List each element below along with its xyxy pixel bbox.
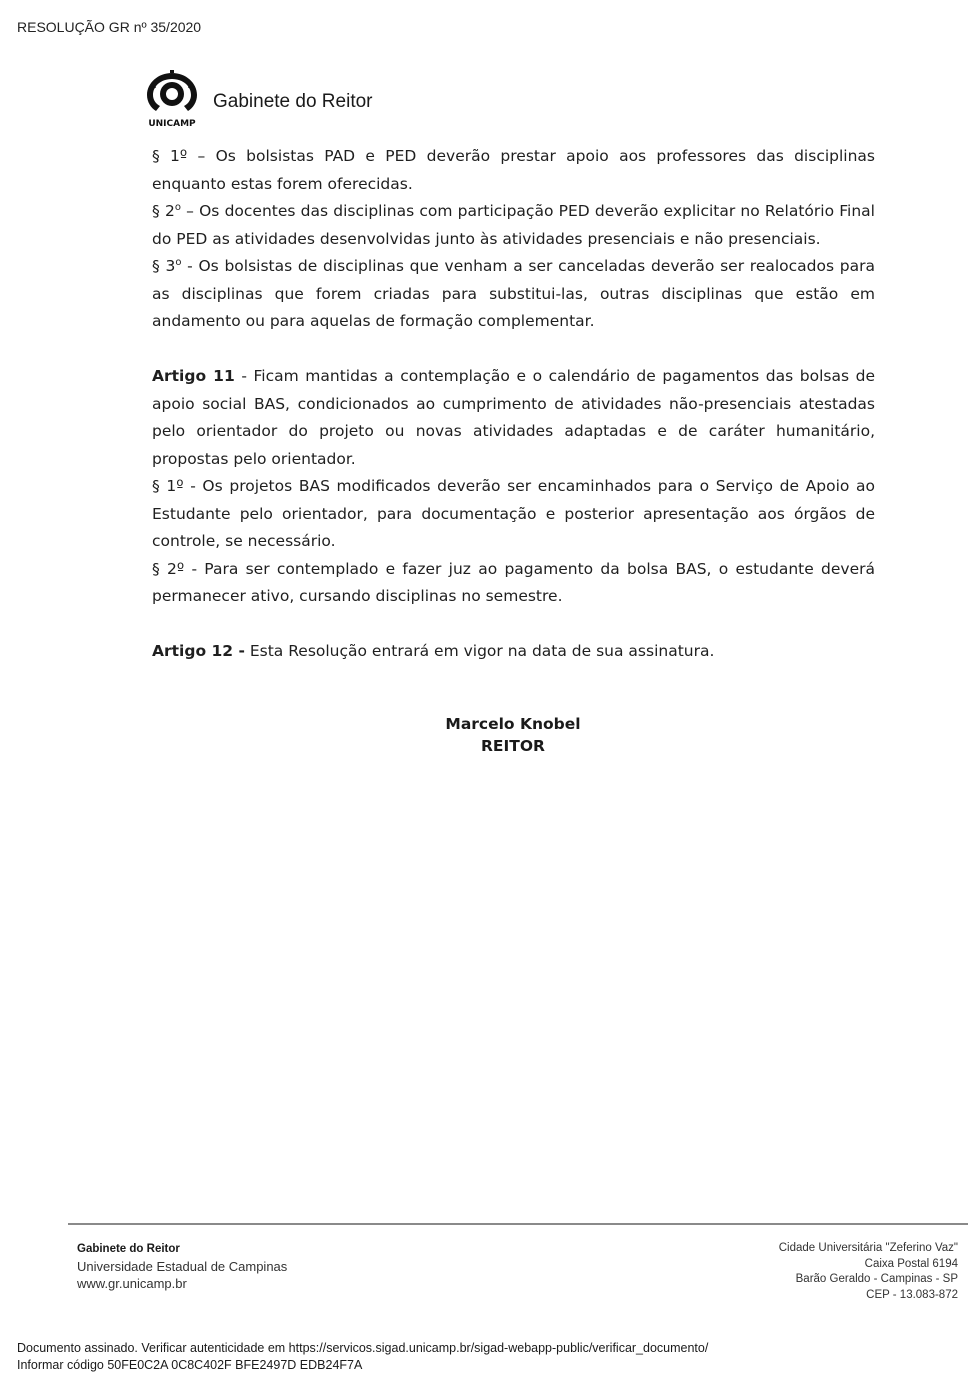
resolution-body (152, 143, 875, 666)
footer-office: Gabinete do Reitor (77, 1243, 180, 1255)
article-11: Artigo 11 - Ficam mantidas a contemplação e o calendário de pagamentos das bolsas de apoio social BAS, condicionados ao cumprimento de atividades não-presenciais atestadas pelo orientador do projeto ou novas atividades adaptadas e de caráter humanitário, propostas pelo orientador. (152, 367, 875, 468)
footer-divider (68, 1223, 968, 1225)
logo-wordmark: UNICAMP (148, 119, 196, 128)
paragraph-3: § 3$^o$ - Os bolsistas de disciplinas que venham a ser canceladas deverão ser realocados para as disciplinas que forem criadas para substitui-las, outras disciplinas que estão em andamento ou para aquelas de formação complementar. (152, 256, 875, 330)
article-12: Artigo 12 - Esta Resolução entrará em vigor na data de sua assinatura. (152, 642, 715, 660)
article-11-paragraph-1: § 1º - Os projetos BAS modificados deverão ser encaminhados para o Serviço de Apoio ao Estudante pelo orientador, para documentação e posterior apresentação aos órgãos de controle, se necessário. (152, 477, 875, 550)
paragraph-1: § 1º – Os bolsistas PAD e PED deverão prestar apoio aos professores das disciplinas enquanto estas forem oferecidas. (152, 147, 875, 193)
footer-left (77, 1241, 287, 1292)
signer-role: REITOR (481, 737, 545, 755)
signature-block (380, 713, 646, 757)
article-12-label: Artigo 12 - (152, 642, 245, 660)
signer-name: Marcelo Knobel (445, 715, 581, 733)
verification-note (17, 1340, 708, 1374)
paragraph-2: § 2$^o$ – Os docentes das disciplinas com participação PED deverão explicitar no Relatório Final do PED as atividades desenvolvidas junto às atividades presenciais e não presenciais. (152, 201, 875, 248)
verification-code-line: Informar código 50FE0C2A 0C8C402F BFE2497D EDB24F7A (17, 1358, 363, 1372)
footer-address: Cidade Universitária "Zeferino Vaz" Caixa Postal 6194 Barão Geraldo - Campinas - SP CEP - 13.083-872 (778, 1242, 958, 1301)
document-reference: RESOLUÇÃO GR nº 35/2020 (17, 19, 202, 35)
article-11-paragraph-2: § 2º - Para ser contemplado e fazer juz ao pagamento da bolsa BAS, o estudante deverá permanecer ativo, cursando disciplinas no semestre. (152, 559, 875, 605)
footer-university: Universidade Estadual de Campinas (77, 1259, 288, 1274)
unicamp-logo-icon (144, 70, 200, 128)
header-title: Gabinete do Reitor (213, 91, 373, 112)
unicamp-logo (144, 70, 200, 128)
footer-website: www.gr.unicamp.br (77, 1276, 187, 1291)
article-11-label: Artigo 11 (152, 367, 235, 385)
verification-url-line: Documento assinado. Verificar autenticidade em https://servicos.sigad.unicamp.br/sigad-webapp-public/verificar_documento/ (17, 1341, 709, 1355)
